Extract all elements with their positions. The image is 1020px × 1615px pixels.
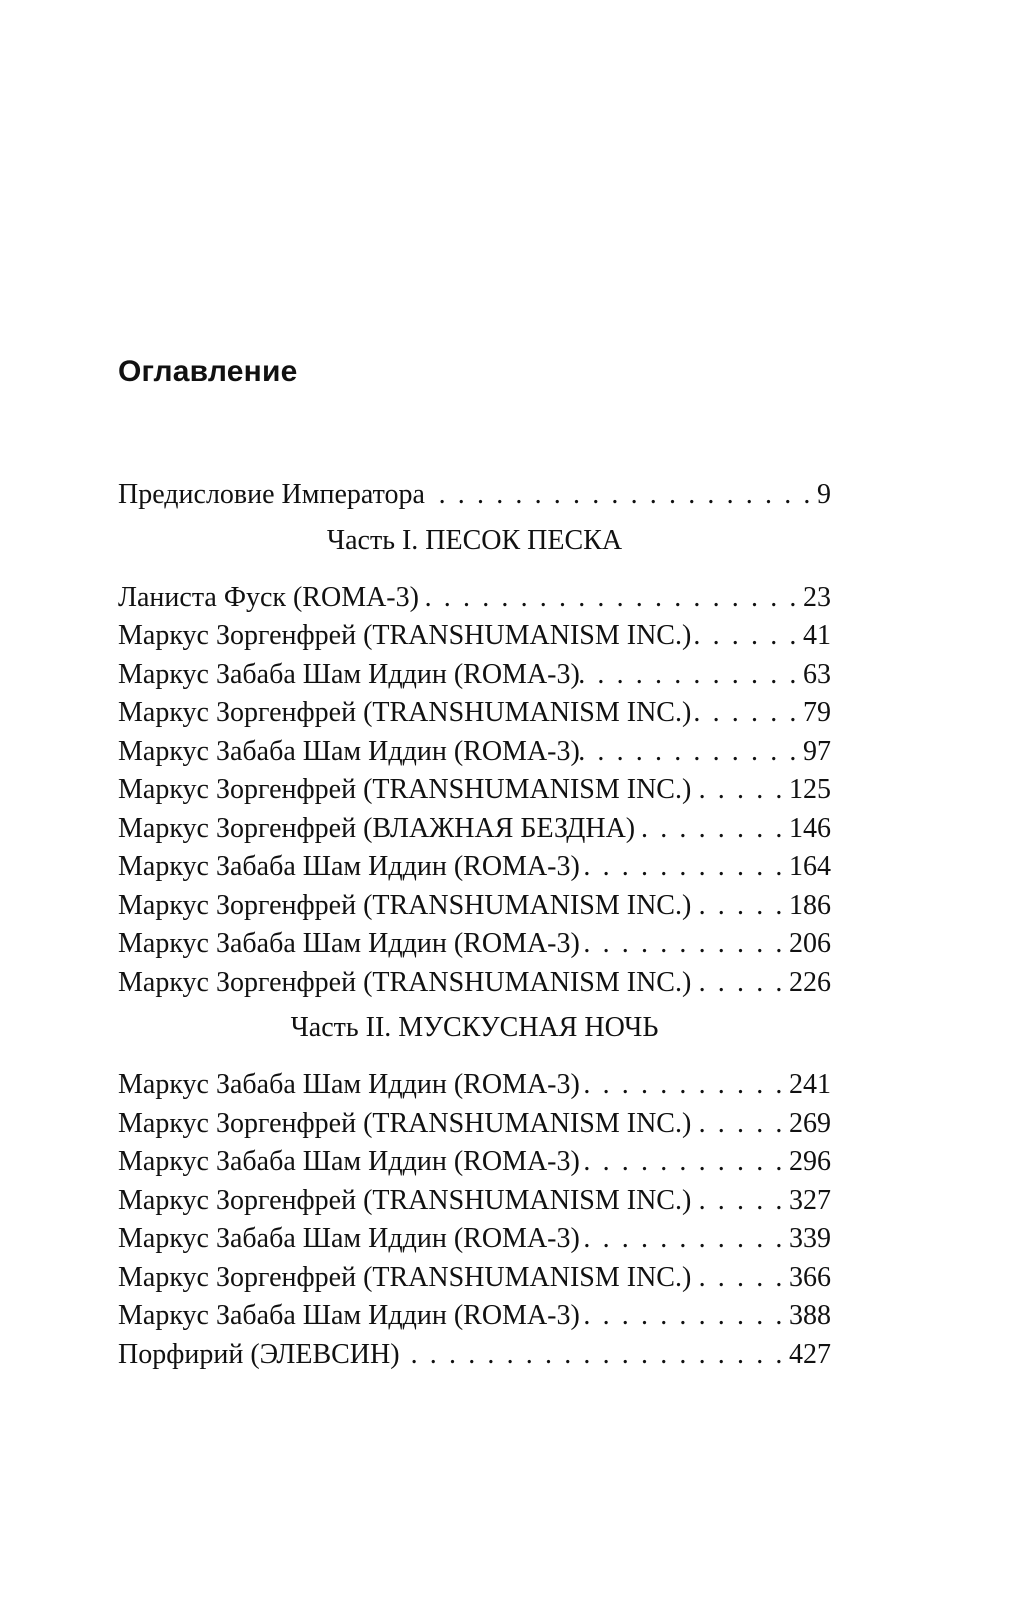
- toc-entry-page: 41: [803, 620, 831, 651]
- toc-entry[interactable]: [118, 1143, 831, 1182]
- page-title: Оглавление: [118, 355, 298, 388]
- dot-leader: [580, 1220, 789, 1259]
- toc-entry-title: Маркус Зоргенфрей (TRANSHUMANISM INC.): [118, 1107, 692, 1139]
- toc-entry[interactable]: [118, 1182, 831, 1221]
- part-2-title: Часть II. МУСКУСНАЯ НОЧЬ: [290, 1012, 659, 1043]
- toc-entry-page: 63: [803, 658, 831, 690]
- dot-leader: [580, 733, 803, 772]
- part-1-title: Часть I. ПЕСОК ПЕСКА: [326, 524, 623, 556]
- toc-entry[interactable]: [118, 656, 831, 695]
- toc-entry[interactable]: [118, 810, 831, 849]
- toc-entry-title: Маркус Зоргенфрей (TRANSHUMANISM INC.): [118, 889, 692, 921]
- toc-entry-page: 269: [789, 1107, 831, 1139]
- toc-entry-title: Маркус Зоргенфрей (TRANSHUMANISM INC.): [118, 697, 692, 728]
- toc-entry[interactable]: [118, 1259, 831, 1298]
- toc-entry-page: 164: [789, 851, 831, 882]
- toc-entry-title: Маркус Зоргенфрей (TRANSHUMANISM INC.): [118, 966, 692, 998]
- toc-entry-title: Маркус Зоргенфрей (ВЛАЖНАЯ БЕЗДНА): [118, 812, 636, 844]
- toc-entry-page: 125: [789, 774, 831, 805]
- toc-entry-title: Маркус Забаба Шам Иддин (ROMA-3): [118, 1223, 580, 1254]
- dot-leader: [580, 925, 789, 964]
- toc-entry[interactable]: [118, 925, 831, 964]
- dot-leader: [580, 1066, 789, 1105]
- toc-entry-page: 427: [789, 1338, 831, 1370]
- dot-leader: [691, 771, 789, 810]
- toc-entry-title: Маркус Забаба Шам Иддин (ROMA-3): [118, 1146, 580, 1177]
- toc-entry-preface[interactable]: [118, 476, 831, 515]
- toc-entry-title: Порфирий (ЭЛЕВСИН): [118, 1338, 400, 1370]
- toc-entry[interactable]: [118, 617, 831, 656]
- toc-entry-page: 146: [789, 812, 831, 844]
- toc-entry-page: 339: [789, 1223, 831, 1254]
- toc-entry-title: Маркус Зоргенфрей (TRANSHUMANISM INC.): [118, 1184, 692, 1216]
- dot-leader: [691, 1105, 789, 1144]
- toc-entry-title: Маркус Забаба Шам Иддин (ROMA-3): [118, 658, 580, 690]
- toc-entry-page: 206: [789, 928, 831, 959]
- toc-entry-page: 97: [803, 735, 831, 767]
- toc-entry-title: Предисловие Императора: [118, 479, 425, 510]
- toc-entry-page: 366: [789, 1261, 831, 1293]
- dot-leader: [580, 1297, 789, 1336]
- part-1-entries: [118, 579, 831, 1003]
- toc-entry-title: Маркус Зоргенфрей (TRANSHUMANISM INC.): [118, 774, 692, 805]
- dot-leader: [691, 1259, 789, 1298]
- toc-entry[interactable]: [118, 1336, 831, 1375]
- toc-entry-title: Маркус Зоргенфрей (TRANSHUMANISM INC.): [118, 620, 692, 651]
- toc-entry-title: Маркус Забаба Шам Иддин (ROMA-3): [118, 735, 580, 767]
- dot-leader: [580, 1143, 789, 1182]
- toc-entry-page: 186: [789, 889, 831, 921]
- toc-entry[interactable]: [118, 887, 831, 926]
- toc-entry-page: 388: [789, 1300, 831, 1331]
- toc-entry-page: 9: [817, 479, 831, 510]
- dot-leader: [580, 848, 789, 887]
- toc-entry[interactable]: [118, 771, 831, 810]
- toc-entry-title: Маркус Забаба Шам Иддин (ROMA-3): [118, 1069, 580, 1100]
- toc-entry[interactable]: [118, 1297, 831, 1336]
- part-2-entries: [118, 1066, 831, 1374]
- dot-leader: [691, 964, 789, 1003]
- dot-leader: [580, 656, 803, 695]
- toc-entry-page: 241: [789, 1069, 831, 1100]
- dot-leader: [691, 617, 803, 656]
- toc-entry-title: Ланиста Фуск (ROMA-3): [118, 581, 419, 613]
- dot-leader: [691, 887, 789, 926]
- toc-entry-page: 226: [789, 966, 831, 998]
- toc-entry[interactable]: [118, 1105, 831, 1144]
- toc-entry[interactable]: [118, 733, 831, 772]
- toc-entry[interactable]: [118, 1220, 831, 1259]
- toc-entry-title: Маркус Забаба Шам Иддин (ROMA-3): [118, 1300, 580, 1331]
- toc-entry-title: Маркус Забаба Шам Иддин (ROMA-3): [118, 928, 580, 959]
- toc-entry-page: 296: [789, 1146, 831, 1177]
- dot-leader: [425, 476, 817, 515]
- toc-entry[interactable]: [118, 579, 831, 618]
- toc-entry[interactable]: [118, 1066, 831, 1105]
- dot-leader: [635, 810, 789, 849]
- toc-entry-page: 79: [803, 697, 831, 728]
- toc-entry[interactable]: [118, 848, 831, 887]
- toc-entry-page: 327: [789, 1184, 831, 1216]
- toc-entry[interactable]: [118, 694, 831, 733]
- table-of-contents: [118, 476, 831, 1374]
- toc-entry-title: Маркус Зоргенфрей (TRANSHUMANISM INC.): [118, 1261, 692, 1293]
- dot-leader: [419, 579, 803, 618]
- dot-leader: [400, 1336, 789, 1375]
- toc-entry-page: 23: [803, 581, 831, 613]
- toc-entry[interactable]: [118, 964, 831, 1003]
- dot-leader: [691, 694, 803, 733]
- toc-entry-title: Маркус Забаба Шам Иддин (ROMA-3): [118, 851, 580, 882]
- dot-leader: [691, 1182, 789, 1221]
